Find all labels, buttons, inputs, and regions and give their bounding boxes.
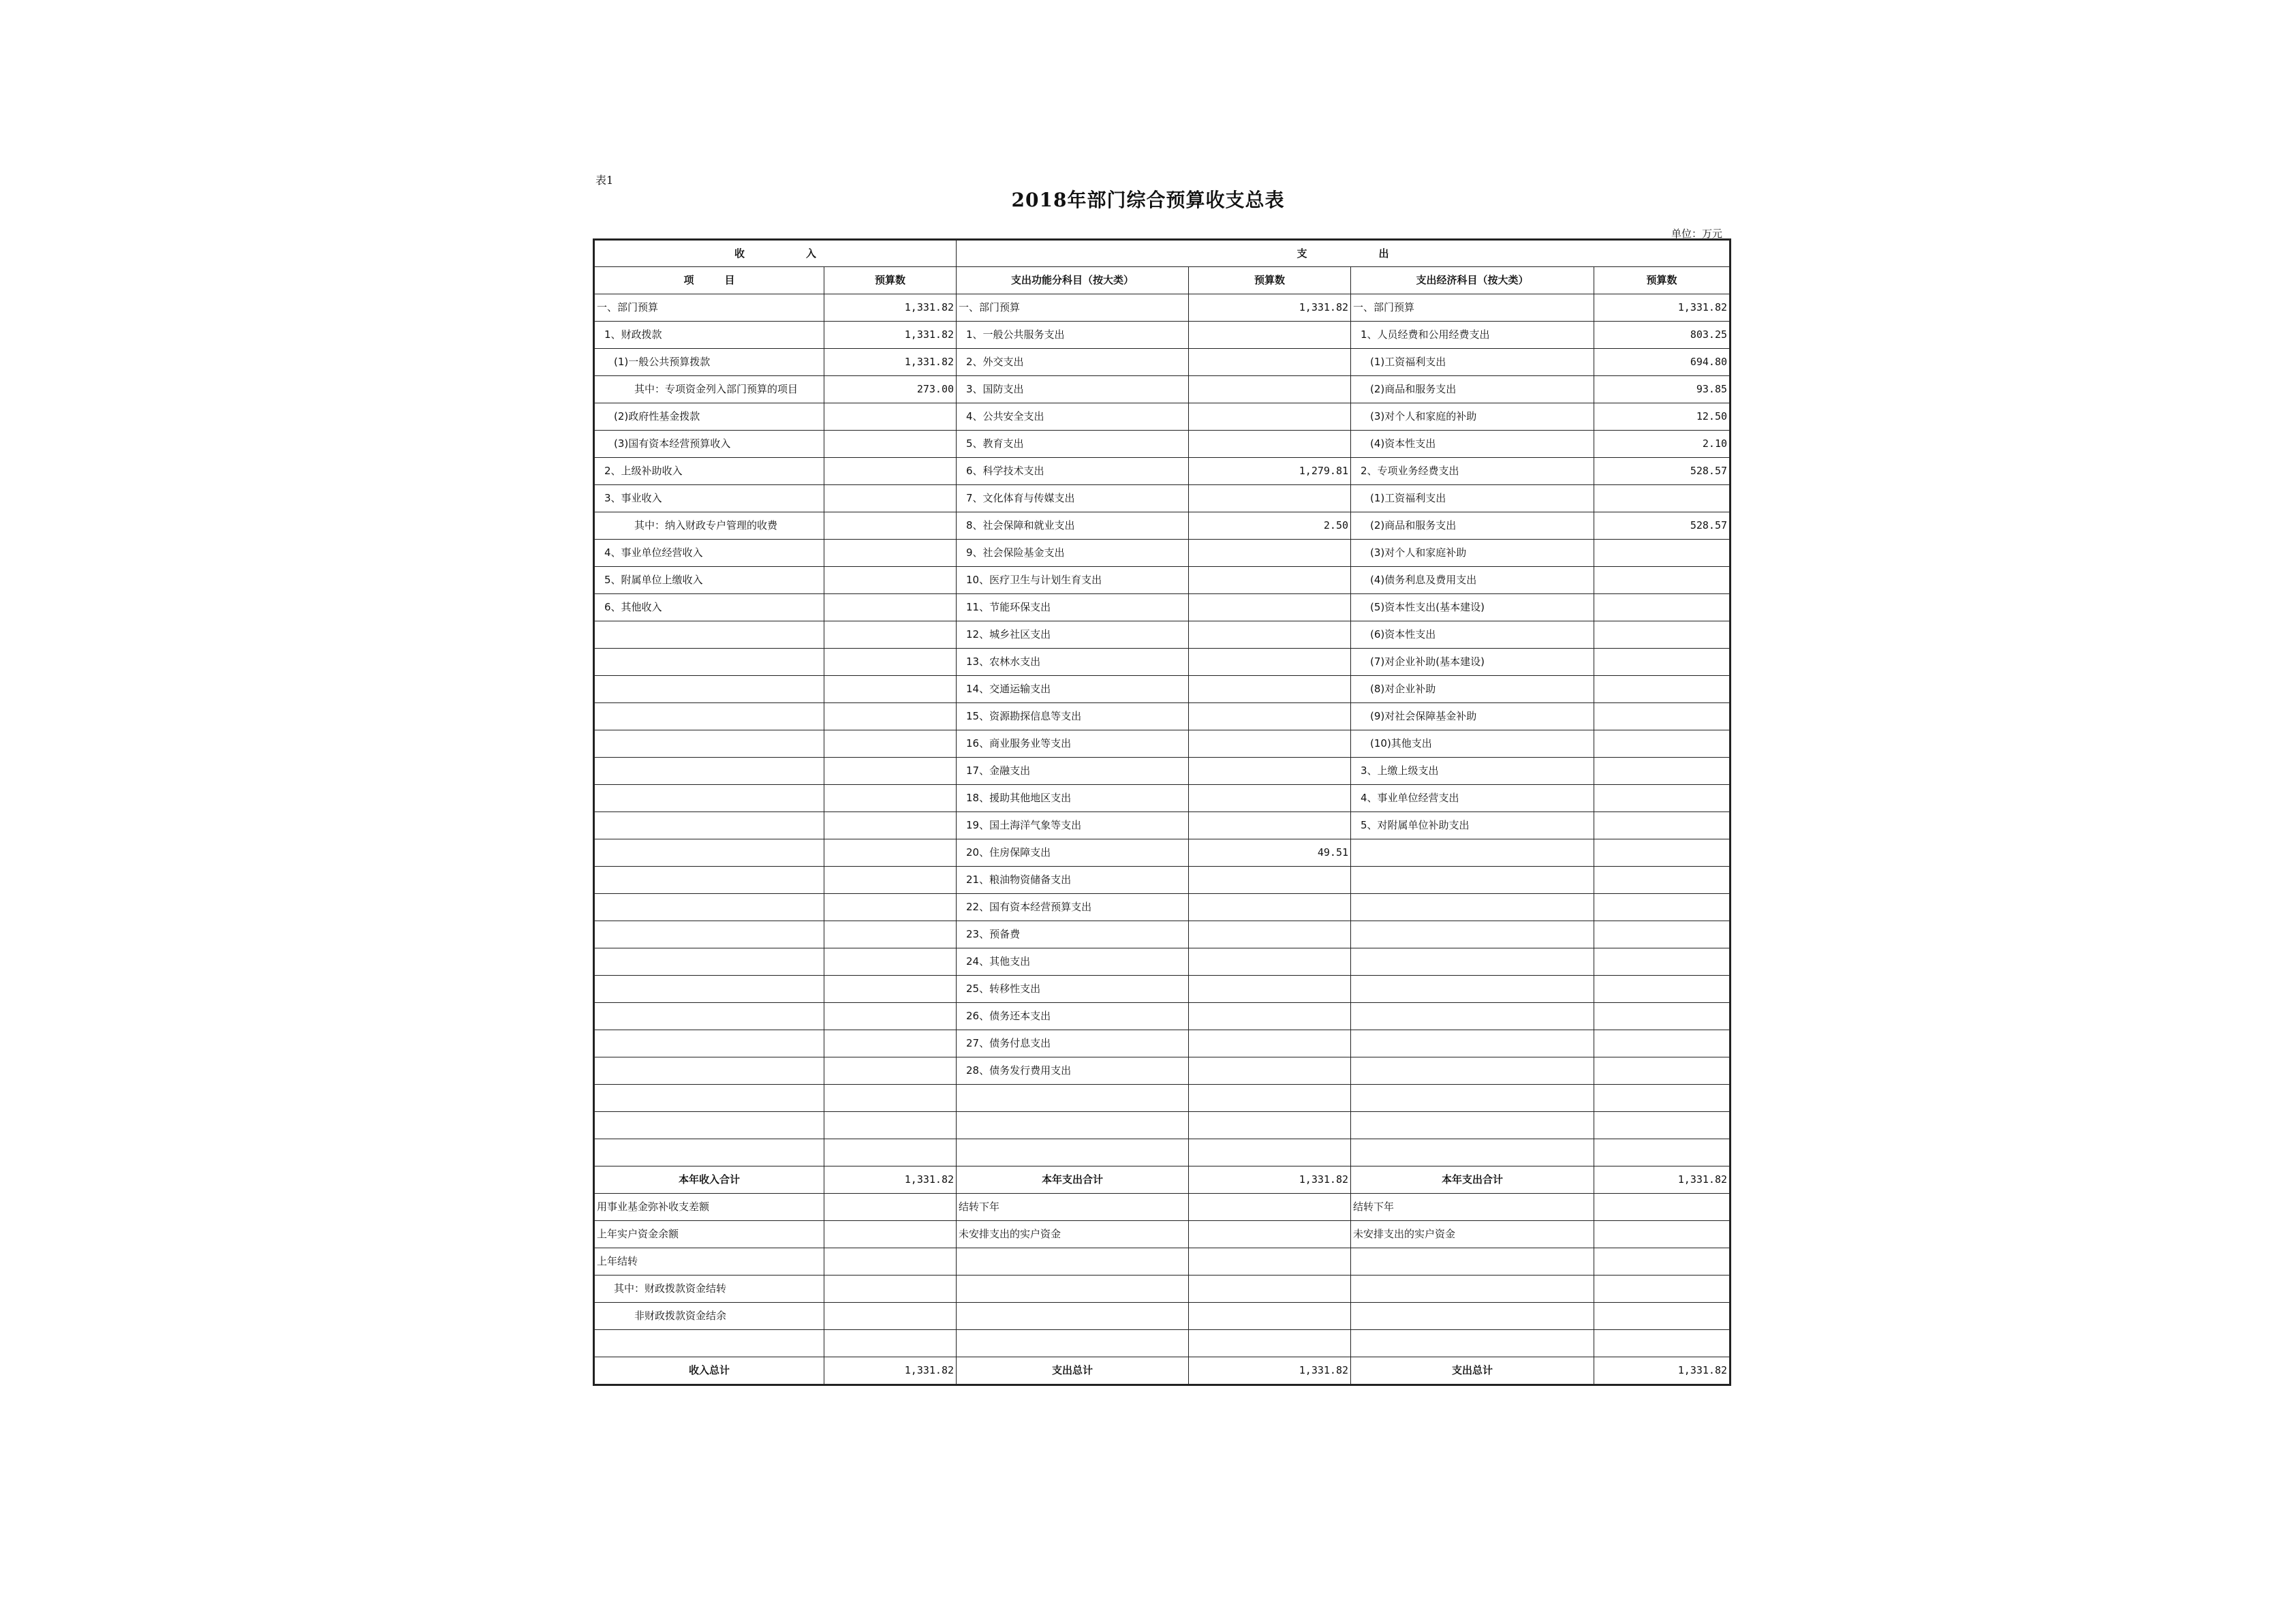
- grand-total-row: [594, 1357, 1731, 1385]
- income-item-cell: [594, 649, 824, 676]
- table-row: [594, 1248, 1731, 1276]
- econ-item-cell: [1351, 1030, 1594, 1057]
- func-amount-cell: [1189, 1030, 1351, 1057]
- func-item-cell: [957, 1085, 1189, 1112]
- table-row: [594, 376, 1731, 403]
- econ-grand-total-amount: 1,331.82: [1594, 1357, 1731, 1385]
- income-item-cell: [594, 894, 824, 921]
- econ-amount-cell: [1594, 730, 1731, 758]
- econ-item-cell: (8)对企业补助: [1351, 676, 1594, 703]
- func-amount-cell: [1189, 758, 1351, 785]
- budget-summary-table: [593, 238, 1731, 1386]
- income-amount-cell: [824, 785, 957, 812]
- econ-amount-cell: [1594, 1003, 1731, 1030]
- econ-item-cell: [1351, 1248, 1594, 1276]
- func-grand-total-label: 支出总计: [957, 1357, 1189, 1385]
- econ-item-cell: (3)对个人和家庭补助: [1351, 540, 1594, 567]
- func-item-cell: 11、节能环保支出: [957, 594, 1189, 621]
- income-amount-cell: [824, 485, 957, 512]
- func-amount-cell: [1189, 1276, 1351, 1303]
- income-item-cell: [594, 1003, 824, 1030]
- income-grand-total-amount: 1,331.82: [824, 1357, 957, 1385]
- income-amount-cell: [824, 839, 957, 867]
- income-amount-cell: [824, 1057, 957, 1085]
- section-header-row: [594, 240, 1731, 267]
- econ-item-cell: (2)商品和服务支出: [1351, 512, 1594, 540]
- func-amount-cell: [1189, 349, 1351, 376]
- income-amount-cell: 1,331.82: [824, 294, 957, 322]
- func-year-total-label: 本年支出合计: [957, 1166, 1189, 1194]
- page-title: 2018年部门综合预算收支总表: [1011, 189, 1285, 211]
- income-amount-cell: [824, 540, 957, 567]
- table-row: [594, 1276, 1731, 1303]
- econ-amount-cell: 694.80: [1594, 349, 1731, 376]
- income-amount-cell: [824, 1303, 957, 1330]
- econ-amount-header: 预算数: [1594, 267, 1731, 294]
- func-item-cell: 7、文化体育与传媒支出: [957, 485, 1189, 512]
- func-amount-cell: [1189, 730, 1351, 758]
- econ-amount-cell: [1594, 567, 1731, 594]
- income-amount-cell: [824, 1248, 957, 1276]
- table-row: [594, 649, 1731, 676]
- func-item-cell: 10、医疗卫生与计划生育支出: [957, 567, 1189, 594]
- func-item-cell: 结转下年: [957, 1194, 1189, 1221]
- func-amount-cell: [1189, 1248, 1351, 1276]
- table-row: [594, 322, 1731, 349]
- econ-item-cell: [1351, 1276, 1594, 1303]
- econ-amount-cell: [1594, 1057, 1731, 1085]
- income-item-cell: 3、事业收入: [594, 485, 824, 512]
- func-amount-cell: [1189, 621, 1351, 649]
- econ-amount-cell: [1594, 976, 1731, 1003]
- table-row: [594, 1030, 1731, 1057]
- func-amount-cell: [1189, 1112, 1351, 1139]
- table-row: [594, 894, 1731, 921]
- func-amount-cell: [1189, 1003, 1351, 1030]
- year-total-row: [594, 1166, 1731, 1194]
- income-item-cell: 非财政拨款资金结余: [594, 1303, 824, 1330]
- econ-item-cell: (4)资本性支出: [1351, 431, 1594, 458]
- func-amount-cell: 1,331.82: [1189, 294, 1351, 322]
- func-amount-cell: [1189, 376, 1351, 403]
- econ-amount-cell: [1594, 785, 1731, 812]
- func-amount-cell: [1189, 567, 1351, 594]
- econ-amount-cell: [1594, 1139, 1731, 1166]
- income-section-header: 收 入: [594, 240, 957, 267]
- func-item-cell: 16、商业服务业等支出: [957, 730, 1189, 758]
- econ-item-cell: [1351, 948, 1594, 976]
- table-row: [594, 867, 1731, 894]
- func-item-cell: 14、交通运输支出: [957, 676, 1189, 703]
- table-row: [594, 512, 1731, 540]
- income-amount-cell: [824, 431, 957, 458]
- econ-amount-cell: 803.25: [1594, 322, 1731, 349]
- income-item-cell: [594, 1057, 824, 1085]
- econ-amount-cell: [1594, 812, 1731, 839]
- econ-amount-cell: [1594, 1112, 1731, 1139]
- income-amount-cell: [824, 948, 957, 976]
- func-amount-cell: [1189, 485, 1351, 512]
- econ-item-cell: 1、人员经费和公用经费支出: [1351, 322, 1594, 349]
- econ-amount-cell: [1594, 921, 1731, 948]
- income-item-cell: 上年结转: [594, 1248, 824, 1276]
- income-amount-cell: [824, 730, 957, 758]
- func-item-cell: 6、科学技术支出: [957, 458, 1189, 485]
- table-row: [594, 403, 1731, 431]
- income-item-cell: 2、上级补助收入: [594, 458, 824, 485]
- econ-item-cell: [1351, 894, 1594, 921]
- income-amount-cell: [824, 976, 957, 1003]
- income-item-cell: (1)一般公共预算拨款: [594, 349, 824, 376]
- econ-amount-cell: 93.85: [1594, 376, 1731, 403]
- econ-amount-cell: [1594, 1303, 1731, 1330]
- func-item-cell: [957, 1276, 1189, 1303]
- income-amount-cell: [824, 703, 957, 730]
- table-row: [594, 485, 1731, 512]
- table-row: [594, 1085, 1731, 1112]
- func-item-cell: 12、城乡社区支出: [957, 621, 1189, 649]
- income-item-cell: [594, 730, 824, 758]
- econ-item-cell: (5)资本性支出(基本建设): [1351, 594, 1594, 621]
- func-amount-cell: [1189, 894, 1351, 921]
- income-amount-cell: [824, 867, 957, 894]
- income-amount-cell: 1,331.82: [824, 349, 957, 376]
- econ-item-cell: (9)对社会保障基金补助: [1351, 703, 1594, 730]
- table-row: [594, 758, 1731, 785]
- econ-item-cell: [1351, 976, 1594, 1003]
- econ-amount-cell: [1594, 758, 1731, 785]
- income-amount-cell: [824, 621, 957, 649]
- func-item-cell: 27、债务付息支出: [957, 1030, 1189, 1057]
- table-row: [594, 703, 1731, 730]
- func-item-cell: 17、金融支出: [957, 758, 1189, 785]
- income-amount-cell: [824, 758, 957, 785]
- table-row: [594, 1139, 1731, 1166]
- table-row: [594, 1194, 1731, 1221]
- income-item-cell: [594, 1330, 824, 1357]
- func-item-cell: 4、公共安全支出: [957, 403, 1189, 431]
- income-amount-cell: [824, 921, 957, 948]
- income-amount-cell: [824, 1221, 957, 1248]
- econ-item-cell: [1351, 867, 1594, 894]
- econ-amount-cell: [1594, 948, 1731, 976]
- table-number: 表1: [595, 174, 614, 187]
- econ-item-cell: (4)债务利息及费用支出: [1351, 567, 1594, 594]
- table-row: [594, 567, 1731, 594]
- func-amount-cell: 1,279.81: [1189, 458, 1351, 485]
- income-item-cell: [594, 921, 824, 948]
- econ-amount-cell: [1594, 485, 1731, 512]
- econ-item-header: 支出经济科目（按大类）: [1351, 267, 1594, 294]
- func-item-cell: [957, 1139, 1189, 1166]
- income-item-cell: [594, 758, 824, 785]
- econ-amount-cell: 1,331.82: [1594, 294, 1731, 322]
- expense-section-header: 支 出: [957, 240, 1731, 267]
- income-amount-cell: [824, 1194, 957, 1221]
- func-item-cell: 5、教育支出: [957, 431, 1189, 458]
- func-item-cell: 9、社会保险基金支出: [957, 540, 1189, 567]
- table-row: [594, 594, 1731, 621]
- econ-year-total-amount: 1,331.82: [1594, 1166, 1731, 1194]
- income-item-cell: [594, 976, 824, 1003]
- unit-label: 单位：万元: [1671, 228, 1722, 240]
- func-item-cell: 23、预备费: [957, 921, 1189, 948]
- econ-item-cell: [1351, 1085, 1594, 1112]
- func-grand-total-amount: 1,331.82: [1189, 1357, 1351, 1385]
- func-amount-cell: [1189, 431, 1351, 458]
- func-item-cell: 21、粮油物资储备支出: [957, 867, 1189, 894]
- table-row: [594, 948, 1731, 976]
- func-item-cell: [957, 1248, 1189, 1276]
- income-amount-cell: [824, 1139, 957, 1166]
- income-grand-total-label: 收入总计: [594, 1357, 824, 1385]
- func-year-total-amount: 1,331.82: [1189, 1166, 1351, 1194]
- func-amount-cell: [1189, 1057, 1351, 1085]
- func-item-cell: 未安排支出的实户资金: [957, 1221, 1189, 1248]
- func-item-cell: 28、债务发行费用支出: [957, 1057, 1189, 1085]
- func-item-cell: [957, 1330, 1189, 1357]
- econ-amount-cell: [1594, 1276, 1731, 1303]
- func-amount-cell: 49.51: [1189, 839, 1351, 867]
- income-item-cell: [594, 948, 824, 976]
- econ-item-cell: [1351, 839, 1594, 867]
- econ-item-cell: 未安排支出的实户资金: [1351, 1221, 1594, 1248]
- income-year-total-amount: 1,331.82: [824, 1166, 957, 1194]
- func-amount-cell: [1189, 812, 1351, 839]
- income-item-cell: [594, 676, 824, 703]
- econ-item-cell: (1)工资福利支出: [1351, 349, 1594, 376]
- func-amount-cell: [1189, 948, 1351, 976]
- econ-item-cell: (3)对个人和家庭的补助: [1351, 403, 1594, 431]
- income-amount-cell: [824, 512, 957, 540]
- econ-item-cell: (1)工资福利支出: [1351, 485, 1594, 512]
- econ-amount-cell: [1594, 1248, 1731, 1276]
- func-item-cell: 24、其他支出: [957, 948, 1189, 976]
- func-item-cell: 18、援助其他地区支出: [957, 785, 1189, 812]
- econ-amount-cell: [1594, 1194, 1731, 1221]
- income-item-cell: 5、附属单位上缴收入: [594, 567, 824, 594]
- econ-amount-cell: [1594, 540, 1731, 567]
- func-item-cell: 2、外交支出: [957, 349, 1189, 376]
- income-item-cell: [594, 621, 824, 649]
- func-amount-cell: [1189, 867, 1351, 894]
- income-amount-cell: [824, 812, 957, 839]
- table-row: [594, 621, 1731, 649]
- econ-amount-cell: [1594, 1221, 1731, 1248]
- func-item-cell: 13、农林水支出: [957, 649, 1189, 676]
- income-item-header: 项 目: [594, 267, 824, 294]
- econ-amount-cell: [1594, 649, 1731, 676]
- income-item-cell: (2)政府性基金拨款: [594, 403, 824, 431]
- table-row: [594, 976, 1731, 1003]
- func-amount-cell: [1189, 921, 1351, 948]
- income-item-cell: 4、事业单位经营收入: [594, 540, 824, 567]
- func-amount-cell: [1189, 1330, 1351, 1357]
- func-amount-cell: [1189, 703, 1351, 730]
- income-amount-cell: [824, 567, 957, 594]
- income-amount-cell: [824, 458, 957, 485]
- econ-item-cell: 5、对附属单位补助支出: [1351, 812, 1594, 839]
- func-amount-cell: [1189, 1139, 1351, 1166]
- econ-item-cell: 3、上缴上级支出: [1351, 758, 1594, 785]
- func-item-cell: 22、国有资本经营预算支出: [957, 894, 1189, 921]
- income-item-cell: [594, 785, 824, 812]
- func-amount-cell: [1189, 1194, 1351, 1221]
- income-item-cell: [594, 1085, 824, 1112]
- econ-item-cell: [1351, 1112, 1594, 1139]
- econ-amount-cell: [1594, 1330, 1731, 1357]
- func-item-cell: 一、部门预算: [957, 294, 1189, 322]
- func-item-cell: 20、住房保障支出: [957, 839, 1189, 867]
- econ-item-cell: [1351, 1057, 1594, 1085]
- func-amount-cell: 2.50: [1189, 512, 1351, 540]
- func-amount-cell: [1189, 1221, 1351, 1248]
- table-row: [594, 294, 1731, 322]
- table-row: [594, 839, 1731, 867]
- income-amount-cell: [824, 894, 957, 921]
- func-amount-cell: [1189, 1085, 1351, 1112]
- econ-item-cell: 2、专项业务经费支出: [1351, 458, 1594, 485]
- income-item-cell: [594, 1112, 824, 1139]
- income-amount-cell: [824, 1085, 957, 1112]
- income-item-cell: 6、其他收入: [594, 594, 824, 621]
- income-item-cell: [594, 867, 824, 894]
- econ-item-cell: 一、部门预算: [1351, 294, 1594, 322]
- income-item-cell: 其中：纳入财政专户管理的收费: [594, 512, 824, 540]
- func-item-header: 支出功能分科目（按大类）: [957, 267, 1189, 294]
- func-amount-cell: [1189, 540, 1351, 567]
- econ-amount-cell: [1594, 703, 1731, 730]
- income-year-total-label: 本年收入合计: [594, 1166, 824, 1194]
- income-item-cell: [594, 812, 824, 839]
- econ-item-cell: (7)对企业补助(基本建设): [1351, 649, 1594, 676]
- econ-amount-cell: [1594, 1085, 1731, 1112]
- econ-item-cell: 4、事业单位经营支出: [1351, 785, 1594, 812]
- income-item-cell: 1、财政拨款: [594, 322, 824, 349]
- func-amount-cell: [1189, 403, 1351, 431]
- income-amount-cell: [824, 1330, 957, 1357]
- econ-item-cell: [1351, 1330, 1594, 1357]
- table-row: [594, 1112, 1731, 1139]
- table-row: [594, 540, 1731, 567]
- table-row: [594, 785, 1731, 812]
- econ-item-cell: (10)其他支出: [1351, 730, 1594, 758]
- income-amount-cell: [824, 1276, 957, 1303]
- income-amount-cell: [824, 1112, 957, 1139]
- econ-amount-cell: [1594, 839, 1731, 867]
- econ-item-cell: [1351, 1003, 1594, 1030]
- func-item-cell: 8、社会保障和就业支出: [957, 512, 1189, 540]
- func-item-cell: 3、国防支出: [957, 376, 1189, 403]
- func-amount-header: 预算数: [1189, 267, 1351, 294]
- table-row: [594, 1221, 1731, 1248]
- func-amount-cell: [1189, 649, 1351, 676]
- income-amount-cell: 1,331.82: [824, 322, 957, 349]
- func-amount-cell: [1189, 594, 1351, 621]
- econ-year-total-label: 本年支出合计: [1351, 1166, 1594, 1194]
- econ-item-cell: (6)资本性支出: [1351, 621, 1594, 649]
- econ-amount-cell: [1594, 621, 1731, 649]
- table-row: [594, 431, 1731, 458]
- econ-amount-cell: 2.10: [1594, 431, 1731, 458]
- income-item-cell: 其中：财政拨款资金结转: [594, 1276, 824, 1303]
- econ-amount-cell: 528.57: [1594, 458, 1731, 485]
- func-amount-cell: [1189, 1303, 1351, 1330]
- income-item-cell: [594, 839, 824, 867]
- func-amount-cell: [1189, 785, 1351, 812]
- table-row: [594, 730, 1731, 758]
- table-row: [594, 1330, 1731, 1357]
- table-row: [594, 458, 1731, 485]
- table-row: [594, 812, 1731, 839]
- income-item-cell: 上年实户资金余额: [594, 1221, 824, 1248]
- func-item-cell: 1、一般公共服务支出: [957, 322, 1189, 349]
- func-item-cell: 19、国土海洋气象等支出: [957, 812, 1189, 839]
- income-item-cell: 用事业基金弥补收支差额: [594, 1194, 824, 1221]
- func-amount-cell: [1189, 676, 1351, 703]
- table-row: [594, 1003, 1731, 1030]
- econ-grand-total-label: 支出总计: [1351, 1357, 1594, 1385]
- table-row: [594, 1303, 1731, 1330]
- func-item-cell: 25、转移性支出: [957, 976, 1189, 1003]
- column-header-row: [594, 267, 1731, 294]
- income-item-cell: 其中：专项资金列入部门预算的项目: [594, 376, 824, 403]
- econ-item-cell: [1351, 1139, 1594, 1166]
- func-item-cell: [957, 1112, 1189, 1139]
- func-item-cell: 15、资源勘探信息等支出: [957, 703, 1189, 730]
- econ-amount-cell: [1594, 1030, 1731, 1057]
- income-item-cell: (3)国有资本经营预算收入: [594, 431, 824, 458]
- econ-item-cell: 结转下年: [1351, 1194, 1594, 1221]
- income-amount-header: 预算数: [824, 267, 957, 294]
- econ-item-cell: (2)商品和服务支出: [1351, 376, 1594, 403]
- income-amount-cell: [824, 594, 957, 621]
- func-item-cell: [957, 1303, 1189, 1330]
- income-item-cell: [594, 1139, 824, 1166]
- func-amount-cell: [1189, 322, 1351, 349]
- econ-amount-cell: [1594, 676, 1731, 703]
- income-amount-cell: [824, 403, 957, 431]
- table-row: [594, 921, 1731, 948]
- income-amount-cell: [824, 1003, 957, 1030]
- econ-amount-cell: [1594, 894, 1731, 921]
- table-row: [594, 349, 1731, 376]
- income-item-cell: [594, 1030, 824, 1057]
- func-amount-cell: [1189, 976, 1351, 1003]
- econ-amount-cell: 12.50: [1594, 403, 1731, 431]
- income-amount-cell: [824, 1030, 957, 1057]
- econ-amount-cell: [1594, 867, 1731, 894]
- income-amount-cell: [824, 676, 957, 703]
- income-item-cell: 一、部门预算: [594, 294, 824, 322]
- econ-item-cell: [1351, 1303, 1594, 1330]
- table-row: [594, 676, 1731, 703]
- econ-amount-cell: 528.57: [1594, 512, 1731, 540]
- income-amount-cell: 273.00: [824, 376, 957, 403]
- func-item-cell: 26、债务还本支出: [957, 1003, 1189, 1030]
- table-row: [594, 1057, 1731, 1085]
- econ-item-cell: [1351, 921, 1594, 948]
- income-amount-cell: [824, 649, 957, 676]
- econ-amount-cell: [1594, 594, 1731, 621]
- income-item-cell: [594, 703, 824, 730]
